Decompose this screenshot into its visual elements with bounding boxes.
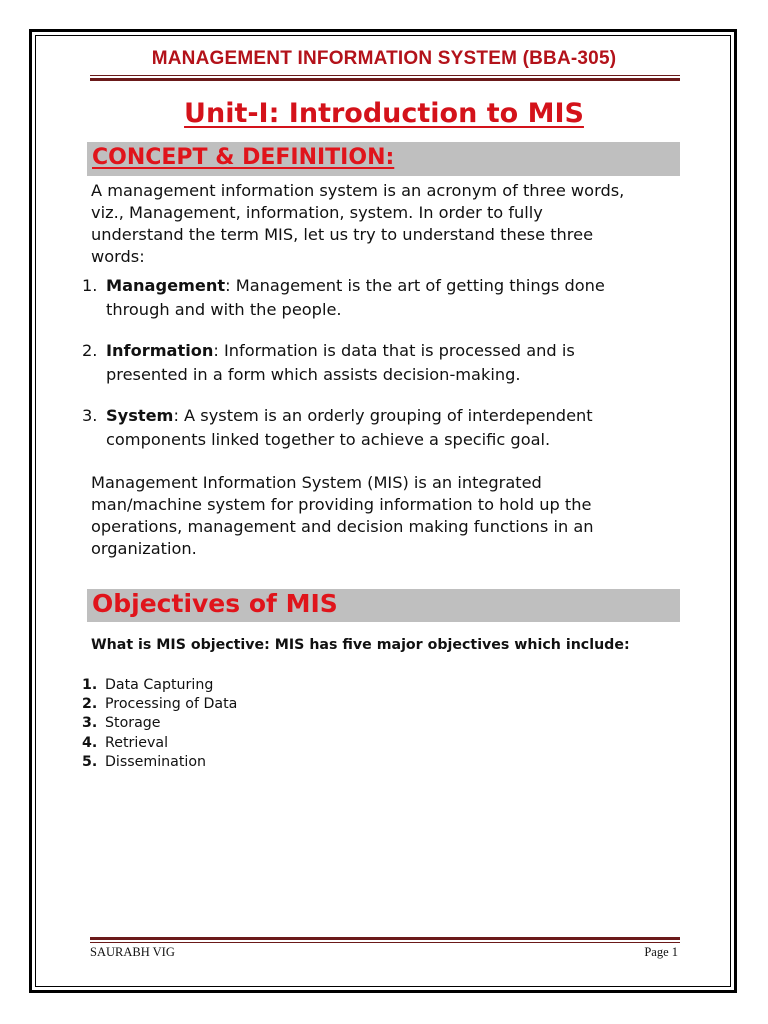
list-item: [82, 695, 237, 714]
concept-intro: [91, 180, 671, 268]
summary-line: Management Information System (MIS) is an integrated: [91, 473, 542, 492]
list-number: 4.: [82, 734, 98, 751]
list-text: Dissemination: [105, 753, 207, 770]
objectives-list: [82, 676, 237, 772]
footer-rule-thick: [90, 937, 680, 940]
item-definition: : Management is the art of getting things done: [225, 276, 605, 295]
objectives-question: What is MIS objective: MIS has five major objectives which include:: [91, 637, 630, 653]
item-definition-cont: components linked together to achieve a specific goal.: [106, 430, 551, 449]
summary-line: organization.: [91, 539, 197, 558]
summary-line: operations, management and decision making functions in an: [91, 517, 594, 536]
item-definition: : Information is data that is processed and is: [213, 341, 575, 360]
list-text: Storage: [105, 715, 161, 732]
item-number: 2.: [82, 341, 98, 360]
list-item: [82, 734, 237, 753]
footer-page-number: Page 1: [644, 945, 678, 959]
footer-author: SAURABH VIG: [90, 945, 175, 959]
list-item: [82, 714, 237, 733]
definition-item-information: [82, 339, 672, 387]
item-definition-cont: through and with the people.: [106, 300, 342, 319]
item-number: 3.: [82, 406, 98, 425]
item-definition: : A system is an orderly grouping of interdependent: [173, 406, 593, 425]
header-rule-thick: [90, 78, 680, 81]
header-rule-thin: [90, 75, 680, 76]
intro-line: viz., Management, information, system. In order to fully: [91, 203, 543, 222]
item-number: 1.: [82, 276, 98, 295]
list-number: 3.: [82, 715, 98, 732]
header-title: MANAGEMENT INFORMATION SYSTEM (BBA-305): [151, 48, 617, 69]
intro-line: understand the term MIS, let us try to understand these three: [91, 225, 594, 244]
item-term: Information: [106, 341, 214, 360]
summary-line: man/machine system for providing information to hold up the: [91, 495, 592, 514]
footer-rule-thin: [90, 942, 680, 943]
list-item: [82, 753, 237, 772]
item-definition-cont: presented in a form which assists decision-making.: [106, 365, 521, 384]
list-number: 2.: [82, 696, 98, 713]
unit-title: Unit-I: Introduction to MIS: [184, 98, 584, 129]
definition-item-management: [82, 274, 672, 322]
definition-item-system: [82, 404, 672, 452]
list-text: Processing of Data: [105, 696, 238, 713]
item-term: Management: [106, 276, 226, 295]
list-text: Data Capturing: [105, 677, 214, 693]
objectives-heading: Objectives of MIS: [92, 589, 338, 618]
intro-line: A management information system is an acronym of three words,: [91, 181, 625, 200]
intro-line: words:: [91, 247, 145, 266]
list-number: 5.: [82, 753, 98, 770]
mis-summary: [91, 472, 671, 560]
list-item: [82, 676, 237, 695]
concept-heading: CONCEPT & DEFINITION:: [92, 145, 395, 170]
item-term: System: [106, 406, 174, 425]
list-number: 1.: [82, 677, 98, 693]
list-text: Retrieval: [105, 734, 169, 751]
